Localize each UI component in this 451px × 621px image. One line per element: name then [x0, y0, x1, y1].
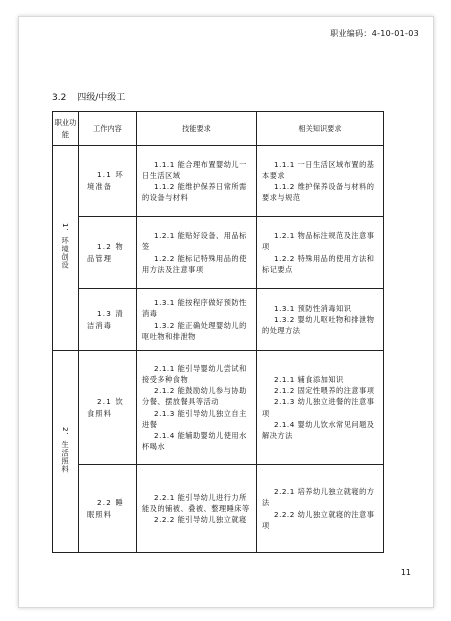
work-label: 2.1 饮食照料: [87, 396, 124, 418]
knowledge-cell: [257, 289, 384, 351]
skills-table: [52, 111, 384, 553]
table-row: [53, 289, 384, 351]
skill-item: 2.2.2 能引导幼儿独立就寝: [154, 515, 247, 525]
function-label: 1．环境创设: [61, 223, 71, 270]
table-row: [53, 217, 384, 289]
knowledge-item: 2.1.1 辅食添加知识: [274, 375, 344, 385]
skills-cell: [137, 289, 257, 351]
header-skills: 技能要求: [137, 112, 257, 146]
function-cell: [53, 351, 79, 553]
knowledge-item: 2.1.3 幼儿独立进餐的注意事项: [262, 397, 375, 418]
table-row: [53, 146, 384, 217]
knowledge-cell: [257, 351, 384, 465]
knowledge-item: 1.2.1 物品标注规范及注意事项: [262, 231, 375, 252]
table-row: [53, 465, 384, 553]
knowledge-cell: [257, 217, 384, 289]
page-number: 11: [400, 568, 411, 577]
knowledge-item: 2.1.4 婴幼儿饮水常见问题及解决方法: [262, 419, 375, 440]
section-heading: [52, 90, 125, 103]
knowledge-item: 1.3.2 婴幼儿呕吐物和排泄物的处理方法: [262, 314, 375, 336]
work-label: 1.3 清洁消毒: [87, 308, 124, 330]
knowledge-item: 2.1.2 固定性喂养的注意事项: [274, 386, 375, 396]
table-header-row: [53, 112, 384, 146]
header-work: 工作内容: [79, 112, 137, 146]
knowledge-item: 2.2.2 幼儿独立就寝的注意事项: [262, 509, 375, 530]
knowledge-item: 1.3.1 预防性消毒知识: [274, 303, 352, 313]
skill-item: 2.1.4 能辅助婴幼儿使用水杯喝水: [142, 430, 247, 451]
work-cell: [79, 289, 137, 351]
work-cell: [79, 465, 137, 553]
occupation-code: 职业编码：4-10-01-03: [330, 29, 419, 38]
work-cell: [79, 217, 137, 289]
section-number: 3.2: [52, 93, 67, 103]
skill-item: 1.1.1 能合理布置婴幼儿一日生活区域: [142, 159, 247, 180]
skill-item: 1.3.1 能按程序做好预防性消毒: [142, 298, 247, 319]
work-label: 1.1 环境准备: [87, 170, 124, 191]
function-cell: [53, 146, 79, 351]
work-cell: [79, 351, 137, 465]
header-knowledge: 相关知识要求: [257, 112, 384, 146]
knowledge-item: 1.1.2 维护保养设备与材料的要求与规范: [262, 182, 375, 203]
knowledge-cell: [257, 146, 384, 217]
work-label: 2.2 睡眠照料: [87, 497, 124, 519]
skill-item: 1.3.2 能正确处理婴幼儿的呕吐物和排泄物: [142, 320, 247, 341]
skills-cell: [137, 217, 257, 289]
skill-item: 2.1.3 能引导幼儿独立自主进餐: [142, 408, 247, 429]
skill-item: 2.2.1 能引导幼儿进行力所能及的铺被、叠被、整理睡床等: [142, 492, 250, 513]
work-cell: [79, 146, 137, 217]
function-label: 2．生活照料: [61, 426, 71, 474]
skills-cell: [137, 351, 257, 465]
skill-item: 1.1.2 能维护保养日常所需的设备与材料: [142, 182, 247, 203]
skills-cell: [137, 465, 257, 553]
skills-cell: [137, 146, 257, 217]
knowledge-item: 1.2.2 特殊用品的使用方法和标记要点: [262, 253, 375, 274]
work-label: 1.2 物品管理: [87, 241, 124, 263]
knowledge-item: 2.2.1 培养幼儿独立就寝的方法: [262, 487, 375, 508]
knowledge-cell: [257, 465, 384, 553]
skill-item: 2.1.1 能引导婴幼儿尝试和接受多种食物: [142, 363, 247, 385]
skill-item: 1.2.1 能贴好设备、用品标签: [142, 231, 247, 252]
knowledge-item: 1.1.1 一日生活区域布置的基本要求: [262, 159, 375, 180]
section-title: 四级/中级工: [77, 93, 126, 103]
header-function: 职业功能: [53, 112, 79, 146]
skill-item: 1.2.2 能标记特殊用品的使用方法及注意事项: [142, 253, 247, 274]
skill-item: 2.1.2 能鼓励幼儿参与协助分餐、摆放餐具等活动: [142, 386, 247, 407]
table-row: [53, 351, 384, 465]
